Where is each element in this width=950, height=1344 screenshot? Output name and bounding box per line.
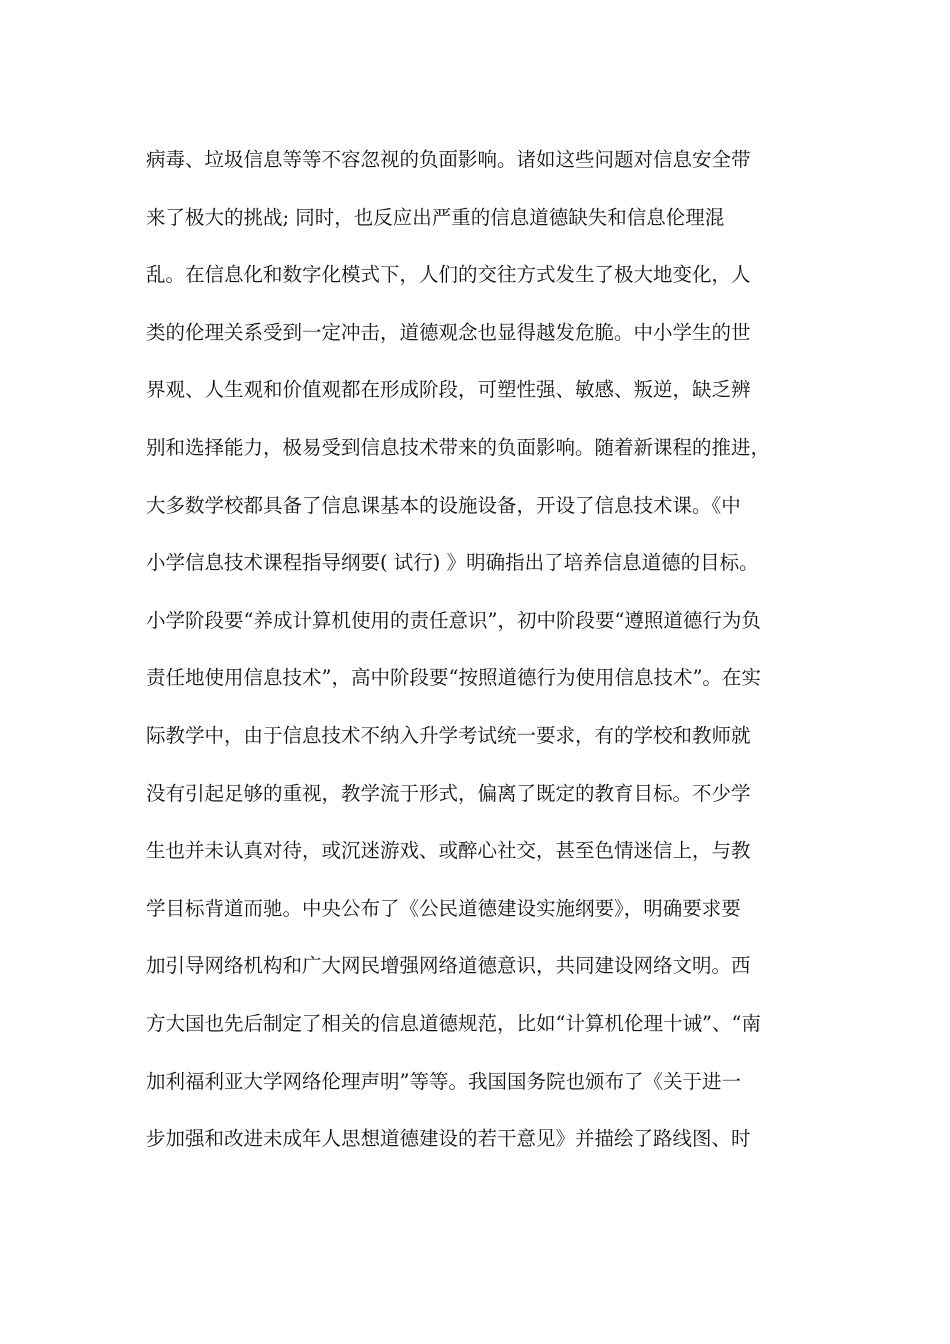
text-line: 小学信息技术课程指导纲要( 试行) 》明确指出了培养信息道德的目标。: [146, 551, 759, 575]
text-line: 别和选择能力，极易受到信息技术带来的负面影响。随着新课程的推进，: [146, 435, 771, 459]
text-line: 加利福利亚大学网络伦理声明”等等。我国国务院也颁布了《关于进一: [146, 1069, 741, 1093]
text-line: 类的伦理关系受到一定冲击，道德观念也显得越发危脆。中小学生的世: [146, 320, 751, 344]
text-line: 没有引起足够的重视，教学流于形式，偏离了既定的教育目标。不少学: [146, 781, 751, 805]
body-paragraph: [146, 131, 806, 1168]
text-line: 大多数学校都具备了信息课基本的设施设备，开设了信息技术课。《中: [146, 493, 741, 517]
text-line: 责任地使用信息技术”，高中阶段要“按照道德行为使用信息技术”。在实: [146, 666, 761, 690]
text-line: 生也并未认真对待，或沉迷游戏、或醉心社交，甚至色情迷信上，与教: [146, 839, 751, 863]
text-line: 际教学中，由于信息技术不纳入升学考试统一要求，有的学校和教师就: [146, 723, 751, 747]
text-line: 来了极大的挑战; 同时，也反应出严重的信息道德缺失和信息伦理混: [146, 205, 725, 229]
text-line: 步加强和改进未成年人思想道德建设的若干意见》并描绘了路线图、时: [146, 1127, 751, 1151]
text-line: 小学阶段要“养成计算机使用的责任意识”，初中阶段要“遵照道德行为负: [146, 608, 761, 632]
text-line: 乱。在信息化和数字化模式下，人们的交往方式发生了极大地变化，人: [146, 263, 751, 287]
text-line: 学目标背道而驰。中央公布了《公民道德建设实施纲要》，明确要求要: [146, 896, 741, 920]
text-line: 病毒、垃圾信息等等不容忽视的负面影响。诸如这些问题对信息安全带: [146, 148, 751, 171]
text-line: 加引导网络机构和广大网民增强网络道德意识，共同建设网络文明。西: [146, 954, 751, 978]
text-line: 界观、人生观和价值观都在形成阶段，可塑性强、敏感、叛逆，缺乏辨: [146, 378, 751, 402]
text-line: 方大国也先后制定了相关的信息道德规范，比如“计算机伦理十诫”、“南: [146, 1011, 761, 1035]
